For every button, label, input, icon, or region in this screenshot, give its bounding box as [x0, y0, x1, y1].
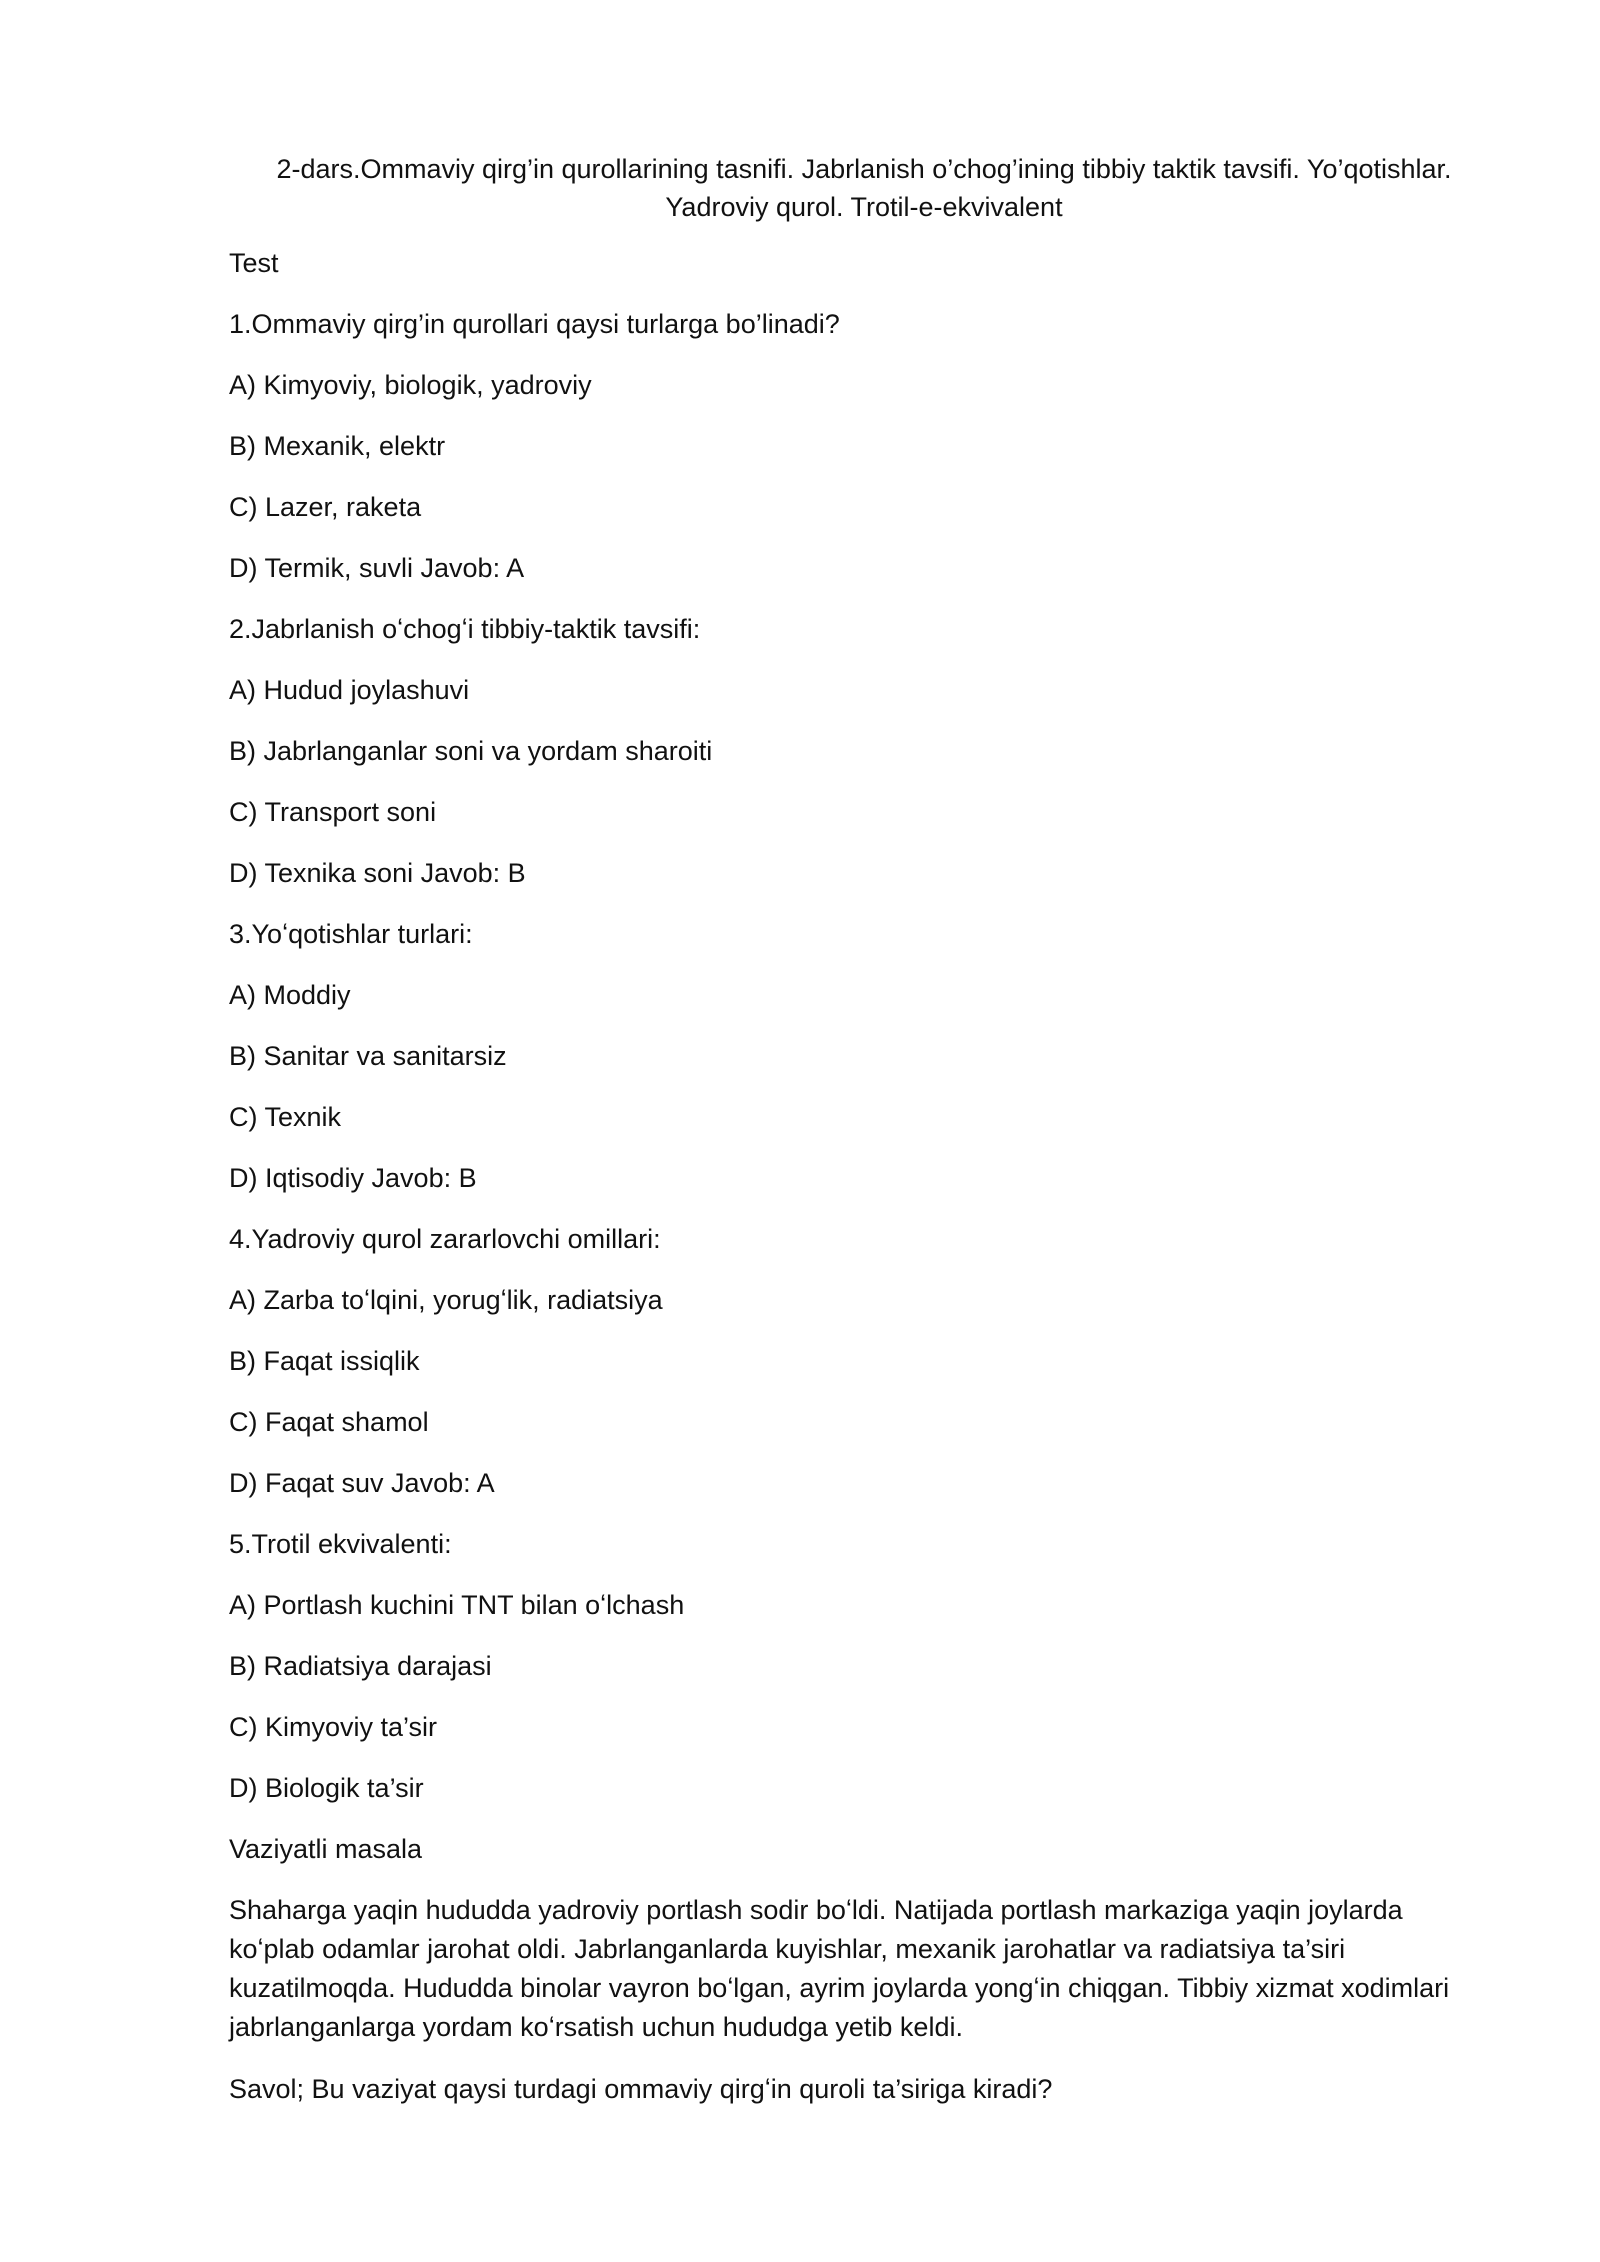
answer-option: B) Mexanik, elektr — [229, 431, 446, 461]
answer-option: D) Biologik ta’sir — [229, 1773, 424, 1803]
situation-label: Vaziyatli masala — [229, 1834, 423, 1864]
final-question: Savol; Bu vaziyat qaysi turdagi ommaviy qirgʻin quroli ta’siriga kiradi? — [229, 2074, 1053, 2104]
answer-option: C) Transport soni — [229, 797, 437, 827]
answer-option: C) Faqat shamol — [229, 1407, 429, 1437]
answer-option: D) Iqtisodiy Javob: B — [229, 1163, 477, 1193]
question-text: 3.Yoʻqotishlar turlari: — [229, 919, 473, 949]
answer-option: D) Termik, suvli Javob: A — [229, 553, 525, 583]
question-text: 4.Yadroviy qurol zararlovchi omillari: — [229, 1224, 661, 1254]
question-text: 1.Ommaviy qirg’in qurollari qaysi turlarga bo’linadi? — [229, 309, 840, 339]
answer-option: B) Sanitar va sanitarsiz — [229, 1041, 507, 1071]
answer-option: C) Kimyoviy ta’sir — [229, 1712, 438, 1742]
answer-option: B) Radiatsiya darajasi — [229, 1651, 492, 1681]
answer-option: C) Texnik — [229, 1102, 342, 1132]
answer-option: A) Hudud joylashuvi — [229, 675, 470, 705]
answer-option: A) Kimyoviy, biologik, yadroviy — [229, 370, 592, 400]
lesson-title — [229, 150, 1469, 226]
section-label: Test — [229, 248, 279, 278]
answer-option: A) Portlash kuchini TNT bilan oʻlchash — [229, 1590, 685, 1620]
answer-option: A) Zarba toʻlqini, yorugʻlik, radiatsiya — [229, 1285, 663, 1315]
answer-option: C) Lazer, raketa — [229, 492, 422, 522]
lesson-title-line-2: Yadroviy qurol. Trotil-e-ekvivalent — [665, 192, 1063, 222]
document-content — [229, 150, 1469, 2131]
answer-option: B) Jabrlanganlar soni va yordam sharoiti — [229, 736, 713, 766]
answer-option: D) Faqat suv Javob: A — [229, 1468, 495, 1498]
question-text: 5.Trotil ekvivalenti: — [229, 1529, 452, 1559]
situation-text: Shaharga yaqin hududda yadroviy portlash sodir boʻldi. Natijada portlash markaziga yaqin joylarda koʻplab odamlar jarohat oldi. Jabrlanganlarda kuyishlar, mexanik jarohatlar va radiatsiya ta’siri kuzatilmoqda. Hududda binolar vayron boʻlgan, ayrim joylarda yongʻin chiqgan. Tibbiy xizmat xodimlari jabrlanganlarga yordam koʻrsatish uchun hududga yetib keldi. — [229, 1895, 1450, 2042]
answer-option: B) Faqat issiqlik — [229, 1346, 420, 1376]
lesson-title-line-1: 2-dars.Ommaviy qirg’in qurollarining tasnifi. Jabrlanish o’chog’ining tibbiy taktik tavsifi. Yo’qotishlar. — [276, 154, 1452, 184]
question-text: 2.Jabrlanish oʻchogʻi tibbiy-taktik tavsifi: — [229, 614, 701, 644]
answer-option: D) Texnika soni Javob: B — [229, 858, 526, 888]
answer-option: A) Moddiy — [229, 980, 351, 1010]
